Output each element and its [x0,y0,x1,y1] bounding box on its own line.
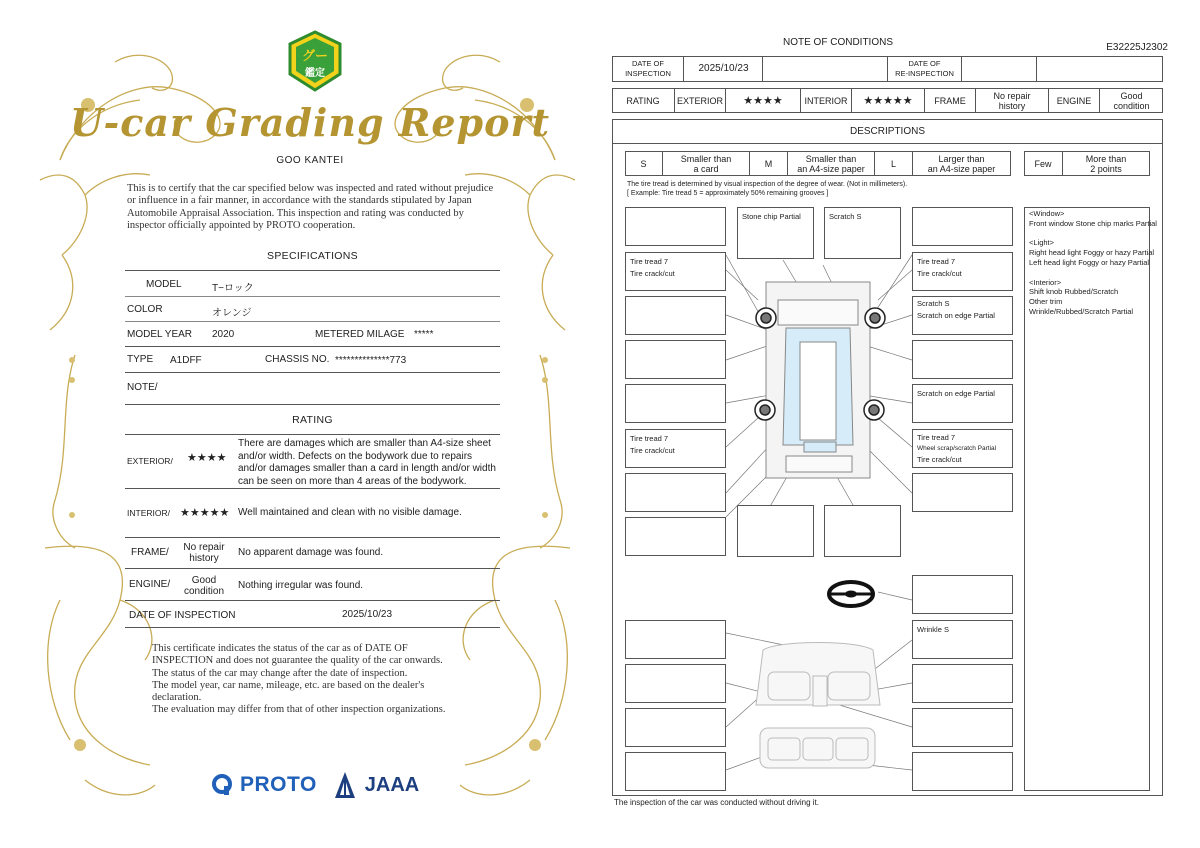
jaaa-logo-icon [333,771,357,799]
fl-tread-text: Tire tread 7 [630,257,669,266]
model-year-value: 2020 [212,329,235,340]
reinspection-label-line-1: DATE OF [908,59,941,68]
defect-box [625,340,726,379]
side-notes-text [1029,209,1162,317]
jaaa-logo-text: JAAA [364,773,420,796]
defect-box-rear [824,505,901,557]
interior-label: INTERIOR/ [127,508,170,518]
side-note-line: <Interior> [1029,277,1062,287]
certificate-intro: This is to certify that the car specified below was inspected and rated without prejudice or influence in a fair manner, in accordance with the standards stipulated by Japan Automobile Appraisal Association. This inspection and rating was conducted by inspector officially appointed by PROTO cooperation. [127,183,494,232]
scratch-edge-2-text: Scratch on edge Partial [917,389,995,398]
model-label: MODEL [146,279,182,290]
legend-l-desc-line-2: an A4-size paper [927,163,996,174]
frame-value-line-1: No repair [183,542,225,553]
scratch-edge-text: Scratch on edge Partial [917,311,995,320]
legend-m-desc-line-2: an A4-size paper [797,163,865,174]
legend-l-desc-line-1: Larger than [938,153,985,164]
divider [125,627,500,628]
tread-note-line-1: The tire tread is determined by visual inspection of the degree of wear. (Not in millimeters). [627,181,908,188]
certificate-title: U-car Grading Report [69,100,551,145]
defect-box-right-rear [912,384,1013,423]
defect-box [912,473,1013,512]
model-value: T−ロック [212,283,254,294]
frame-label: FRAME/ [131,547,169,558]
certificate-subtitle: GOO KANTEI [276,155,344,166]
fr-crack-text: Tire crack/cut [917,268,962,278]
defect-box-interior [625,752,726,791]
defect-box-interior [625,620,726,659]
type-value: A1DFF [170,355,202,366]
defect-box-rear-right-tire [912,429,1013,468]
divider [125,372,500,373]
reinspection-label-line-2: RE-INSPECTION [895,69,954,78]
footer-line: The model year, car name, mileage, etc. are based on the dealer's [152,679,425,691]
engine-value-line-1: Good [191,575,217,586]
tread-note-line-2: [ Example: Tire tread 5 = approximately 50% remaining grooves ] [627,190,829,197]
fr-tread-text: Tire tread 7 [917,257,956,266]
legend-few-desc-line-1: More than [1085,153,1127,164]
defect-box-interior [912,664,1013,703]
engine-label: ENGINE/ [129,579,171,590]
legend-m-desc-line-1: Smaller than [805,153,857,164]
wrinkle-text: Wrinkle S [917,625,949,634]
footer-line: The evaluation may differ from that of other inspection organizations. [152,704,446,716]
defect-box-front-left [625,207,726,246]
frame-value-line-2: history [189,553,219,564]
legend-few: Few [1034,158,1052,169]
rr-wheel-text: Wheel scrap/scratch Partial [917,445,997,452]
scratch-top-text: Scratch S [829,212,862,221]
note-title: NOTE OF CONDITIONS [783,37,893,48]
chassis-value: **************773 [335,355,407,366]
date-label-line-1: DATE OF [632,59,664,68]
descriptions-label: DESCRIPTIONS [849,125,925,137]
defect-box [625,517,726,556]
engine-value [174,575,234,597]
footer-line: This certificate indicates the status of the car as of DATE OF [152,643,408,654]
side-note-line: <Window> [1029,209,1065,218]
defect-box [625,296,726,335]
engine-value-line-1: Good [1120,90,1143,101]
rating-heading: RATING [292,414,333,426]
divider [125,296,500,297]
frame-value-line-2: history [998,100,1026,111]
engine-value-line-2: condition [1113,100,1150,111]
type-label: TYPE [127,354,154,365]
defect-box-right-front [912,296,1013,335]
defect-box [912,207,1013,246]
defect-box-steering [912,575,1013,614]
defect-box [625,473,726,512]
date-of-inspection-label: DATE OF INSPECTION [129,610,236,621]
footer-line: declaration. [152,692,202,704]
color-label: COLOR [127,304,163,315]
exterior-stars: ★★★★ [187,452,227,464]
footer-line: INSPECTION and does not guarantee the quality of the car onwards. [152,655,443,667]
side-note-line: Other trim [1029,297,1063,307]
defect-box-hood [824,207,901,259]
side-note-line [1029,268,1162,278]
scratch-s-text: Scratch S [917,299,950,308]
note-label: NOTE/ [127,382,158,393]
legend-l: L [890,158,896,169]
proto-logo-text: PROTO [240,773,317,796]
interior-label: INTERIOR [804,95,848,106]
metered-milage-value: ***** [414,329,434,340]
divider [125,434,500,435]
engine-description: Nothing irregular was found. [238,580,364,591]
side-note-line: Front window Stone chip marks Partial [1029,218,1157,228]
defect-box-rear-left-tire [625,429,726,468]
frame-value [174,542,234,564]
proto-logo-icon [212,774,232,796]
logos [212,768,419,802]
defect-box [912,340,1013,379]
interior-stars: ★★★★★ [863,94,913,107]
model-year-label: MODEL YEAR [127,329,193,340]
interior-stars: ★★★★★ [180,507,230,519]
legend-m: M [764,158,773,169]
certificate-footer [152,643,482,717]
badge-top-text: グー [301,49,329,64]
legend-s-desc-line-2: a card [693,163,719,174]
steering-wheel-icon [829,582,873,606]
rr-tread-text: Tire tread 7 [917,433,956,442]
date-of-inspection-value: 2025/10/23 [342,609,393,620]
fl-crack-text: Tire crack/cut [630,268,675,278]
engine-value-line-2: condition [183,586,225,597]
specifications-heading: SPECIFICATIONS [267,250,358,262]
legend-few-desc-line-2: 2 points [1090,163,1122,174]
frame-value-line-1: No repair [993,90,1031,101]
divider [125,600,500,601]
defect-box-interior [912,708,1013,747]
frame-description: No apparent damage was found. [238,547,384,558]
rating-label: RATING [626,95,660,106]
defect-box-front-right-tire [912,252,1013,291]
side-note-line: <Light> [1029,238,1055,248]
defect-box-interior-wrinkle [912,620,1013,659]
rl-crack-text: Tire crack/cut [630,445,675,455]
side-note-line: Left head light Foggy or hazy Partial [1029,257,1150,267]
bottom-note: The inspection of the car was conducted without driving it. [614,798,819,807]
divider [125,321,500,322]
note-of-conditions [608,0,1200,848]
divider [125,404,500,405]
rr-crack-text: Tire crack/cut [917,455,962,464]
side-note-line: Shift knob Rubbed/Scratch [1029,287,1119,297]
defect-box [625,384,726,423]
divider [125,568,500,569]
date-of-inspection-value: 2025/10/23 [698,63,749,74]
goo-kantei-badge-icon [286,30,344,92]
stone-chip-text: Stone chip Partial [742,212,801,221]
defect-box-windshield [737,207,814,259]
legend-s: S [640,158,647,169]
metered-milage-label: METERED MILAGE [315,329,405,340]
footer-line: The status of the car may change after the date of inspection. [152,667,408,679]
frame-label: FRAME [934,95,966,106]
defect-box-front-left-tire [625,252,726,291]
badge-bottom-text: 鑑定 [305,68,325,79]
defect-box-interior [625,708,726,747]
color-value: オレンジ [212,308,252,319]
side-note-line [1029,229,1162,239]
exterior-stars: ★★★★ [743,94,783,107]
side-note-line: Right head light Foggy or hazy Partial [1029,248,1155,258]
legend-s-desc-line-1: Smaller than [680,153,732,164]
report-id: E32225J2302 [1106,42,1168,53]
divider [125,270,500,271]
side-note-line: Wrinkle/Rubbed/Scratch Partial [1029,306,1134,316]
interior-description: Well maintained and clean with no visible damage. [238,507,462,518]
defect-box-interior [625,664,726,703]
defect-box-interior [912,752,1013,791]
exterior-label: EXTERIOR/ [127,456,173,466]
defect-box-rear [737,505,814,557]
date-label-line-2: INSPECTION [625,69,671,78]
divider [125,488,500,489]
exterior-description: There are damages which are smaller than A4-size sheet and/or width. Defects on the bodywork due to repairs and/or damages smaller than a card in length and/or width can be seen on more than 4 areas of the bodywork. [238,438,496,487]
engine-label: ENGINE [1056,95,1092,106]
divider [125,537,500,538]
rl-tread-text: Tire tread 7 [630,434,669,443]
chassis-label: CHASSIS NO. [265,354,330,365]
exterior-label: EXTERIOR [676,95,723,106]
divider [125,346,500,347]
